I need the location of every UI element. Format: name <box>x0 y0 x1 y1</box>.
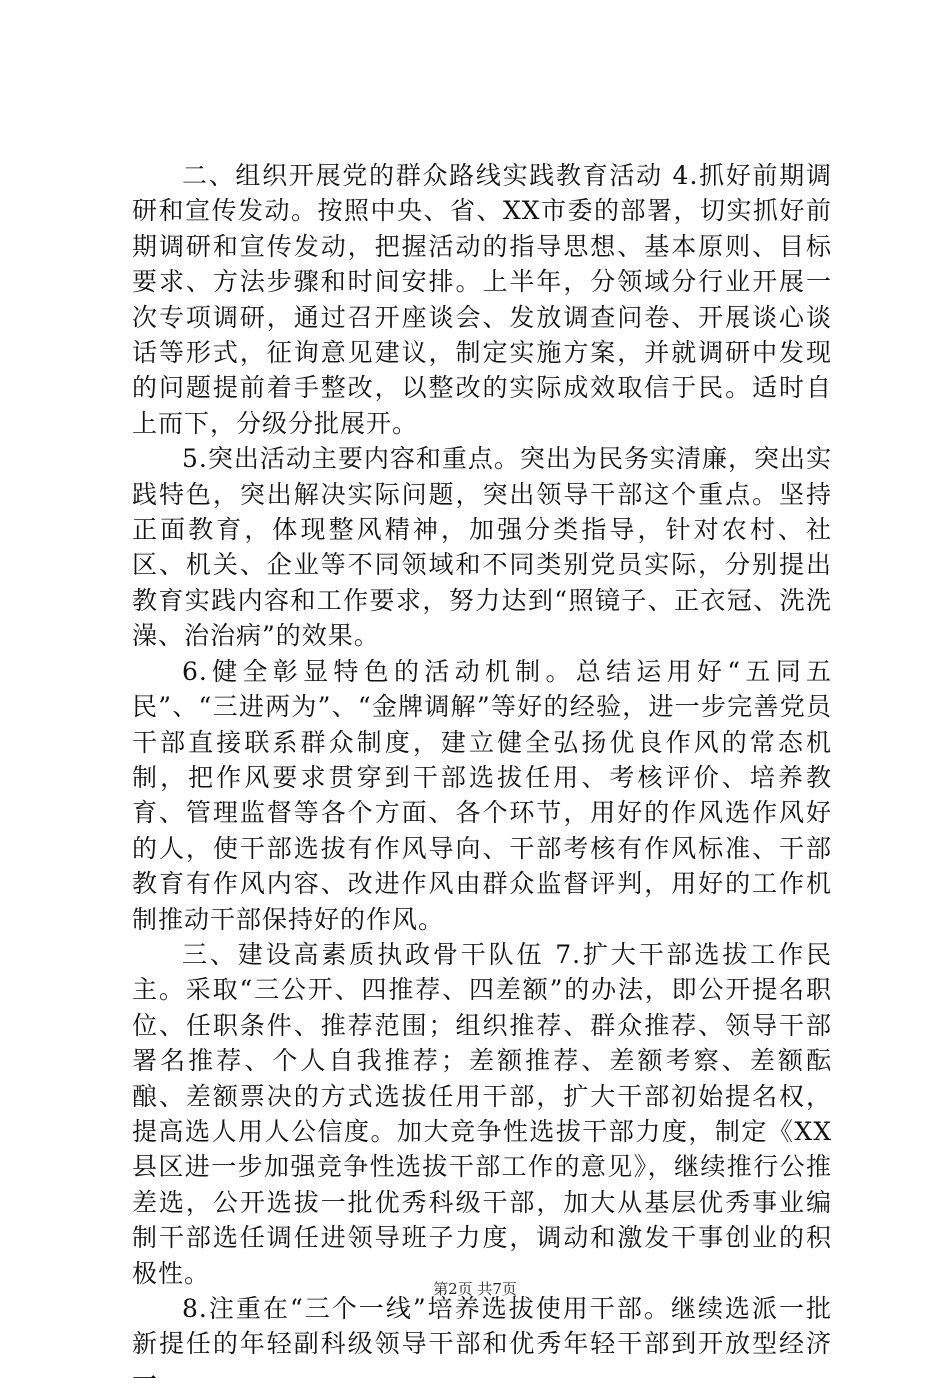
paragraph-item-6: 6.健全彰显特色的活动机制。总结运用好“五同五民”、“三进两为”、“金牌调解”等好的经验，进一步完善党员干部直接联系群众制度，建立健全弘扬优良作风的常态机制，把作风要求贯穿到干部选拔任用、考核评价、培养教育、管理监督等各个方面、各个环节，用好的作风选作风好的人，使干部选拔有作风导向、干部考核有作风标准、干部教育有作风内容、改进作风由群众监督评判，用好的工作机制推动干部保持好的作风。 <box>132 656 832 934</box>
paragraph-item-8: 8.注重在“三个一线”培养选拔使用干部。继续选派一批新提任的年轻副科级领导干部和优秀年轻干部到开放型经济一 <box>132 1294 832 1394</box>
document-body <box>132 158 832 1397</box>
paragraph-section-three: 三、建设高素质执政骨干队伍 7.扩大干部选拔工作民主。采取“三公开、四推荐、四差额”的办法，即公开提名职位、任职条件、推荐范围；组织推荐、群众推荐、领导干部署名推荐、个人自我推荐；差额推荐、差额考察、差额酝酿、差额票决的方式选拔任用干部，扩大干部初始提名权，提高选人用人公信度。加大竞争性选拔干部力度，制定《XX县区进一步加强竞争性选拔干部工作的意见》，继续推行公推差选，公开选拔一批优秀科级干部，加大从基层优秀事业编制干部选任调任进领导班子力度，调动和激发干事创业的积极性。 <box>132 939 832 1288</box>
page-footer: 第2页 共7页 <box>433 1280 517 1298</box>
paragraph-item-5: 5.突出活动主要内容和重点。突出为民务实清廉，突出实践特色，突出解决实际问题，突出领导干部这个重点。坚持正面教育，体现整风精神，加强分类指导，针对农村、社区、机关、企业等不同领域和不同类别党员实际，分别提出教育实践内容和工作要求，努力达到“照镜子、正衣冠、洗洗澡、治治病”的效果。 <box>132 444 832 651</box>
paragraph-section-two: 二、组织开展党的群众路线实践教育活动 4.抓好前期调研和宣传发动。按照中央、省、XX市委的部署，切实抓好前期调研和宣传发动，把握活动的指导思想、基本原则、目标要求、方法步骤和时间安排。上半年，分领域分行业开展一次专项调研，通过召开座谈会、发放调查问卷、开展谈心谈话等形式，征询意见建议，制定实施方案，并就调研中发现的问题提前着手整改，以整改的实际成效取信于民。适时自上而下，分级分批展开。 <box>132 161 832 438</box>
